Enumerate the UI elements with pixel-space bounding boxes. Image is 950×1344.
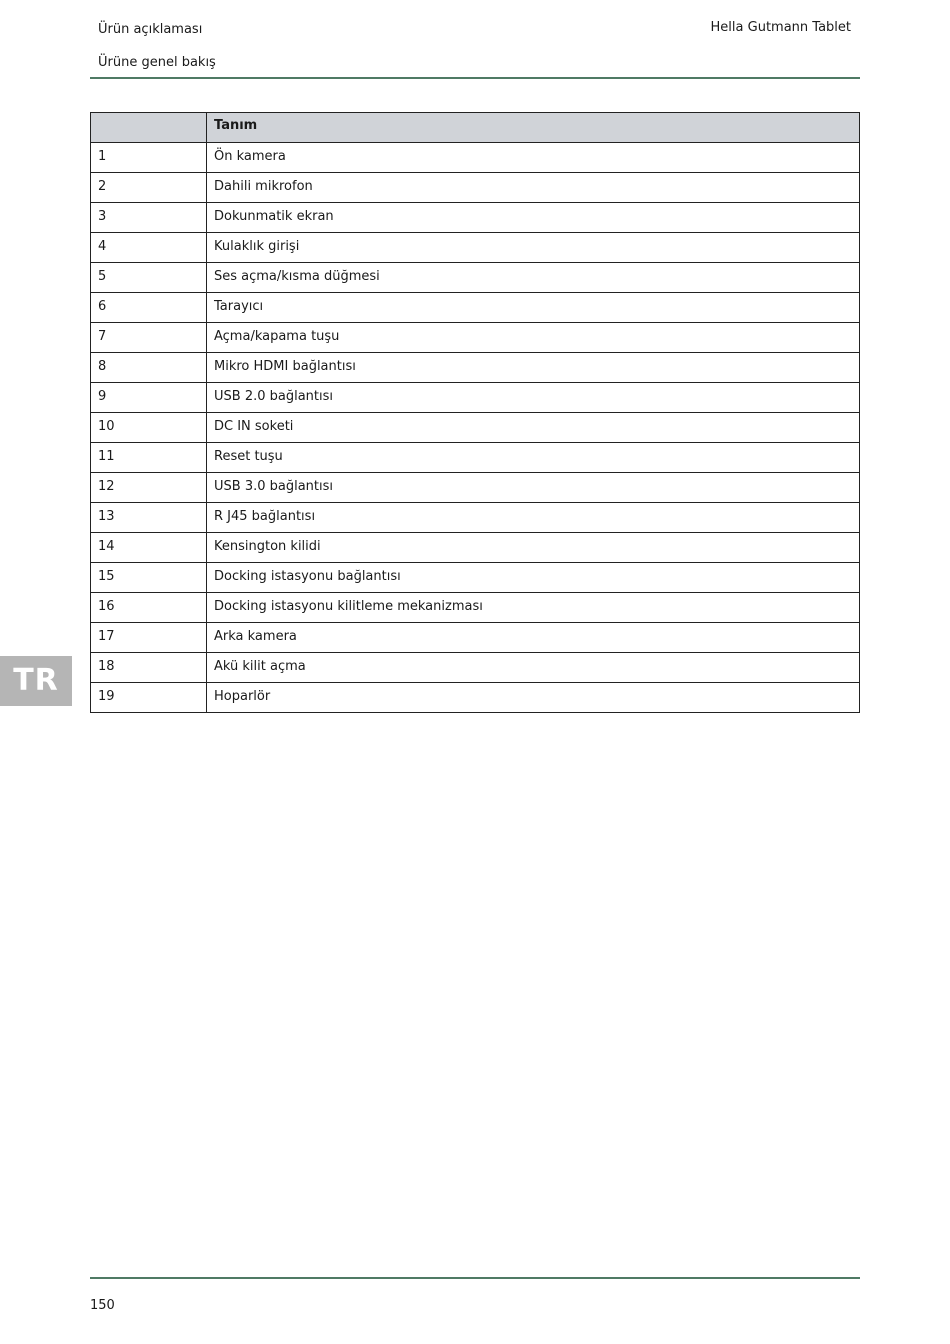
row-description: Açma/kapama tuşu	[207, 323, 860, 353]
row-number: 14	[91, 533, 207, 563]
row-number: 10	[91, 413, 207, 443]
row-number: 4	[91, 233, 207, 263]
product-name: Hella Gutmann Tablet	[710, 20, 851, 35]
row-description: Hoparlör	[207, 683, 860, 713]
product-overview-table	[90, 112, 860, 713]
table-row	[91, 413, 860, 443]
row-number: 5	[91, 263, 207, 293]
table-row	[91, 533, 860, 563]
table-row	[91, 293, 860, 323]
row-description: Akü kilit açma	[207, 653, 860, 683]
row-description: Arka kamera	[207, 623, 860, 653]
table-row	[91, 203, 860, 233]
row-number: 18	[91, 653, 207, 683]
row-description: Ses açma/kısma düğmesi	[207, 263, 860, 293]
row-number: 1	[91, 143, 207, 173]
table-row	[91, 263, 860, 293]
subsection-title: Ürüne genel bakış	[98, 55, 216, 70]
header-rule	[90, 77, 860, 79]
table-row	[91, 443, 860, 473]
row-number: 3	[91, 203, 207, 233]
row-description: Docking istasyonu bağlantısı	[207, 563, 860, 593]
table-row	[91, 683, 860, 713]
row-number: 16	[91, 593, 207, 623]
table-row	[91, 503, 860, 533]
table-row	[91, 473, 860, 503]
row-description: Kulaklık girişi	[207, 233, 860, 263]
footer-rule	[90, 1277, 860, 1279]
row-number: 17	[91, 623, 207, 653]
row-description: USB 3.0 bağlantısı	[207, 473, 860, 503]
row-number: 9	[91, 383, 207, 413]
row-number: 11	[91, 443, 207, 473]
row-number: 12	[91, 473, 207, 503]
row-number: 15	[91, 563, 207, 593]
table-row	[91, 233, 860, 263]
row-description: Ön kamera	[207, 143, 860, 173]
table-row	[91, 563, 860, 593]
section-title: Ürün açıklaması	[98, 22, 203, 37]
row-description: Tarayıcı	[207, 293, 860, 323]
table-row	[91, 653, 860, 683]
table-row	[91, 383, 860, 413]
language-tab: TR	[0, 656, 72, 706]
row-number: 6	[91, 293, 207, 323]
row-description: Dokunmatik ekran	[207, 203, 860, 233]
row-description: Mikro HDMI bağlantısı	[207, 353, 860, 383]
table-row	[91, 593, 860, 623]
row-number: 19	[91, 683, 207, 713]
row-number: 7	[91, 323, 207, 353]
row-description: Kensington kilidi	[207, 533, 860, 563]
row-description: DC IN soketi	[207, 413, 860, 443]
table-row	[91, 623, 860, 653]
row-description: R J45 bağlantısı	[207, 503, 860, 533]
column-header-description: Tanım	[207, 113, 860, 143]
table-row	[91, 173, 860, 203]
table-row	[91, 323, 860, 353]
page-number: 150	[90, 1298, 115, 1313]
row-description: USB 2.0 bağlantısı	[207, 383, 860, 413]
table-row	[91, 353, 860, 383]
row-description: Docking istasyonu kilitleme mekanizması	[207, 593, 860, 623]
row-description: Dahili mikrofon	[207, 173, 860, 203]
column-header-number	[91, 113, 207, 143]
row-number: 2	[91, 173, 207, 203]
row-description: Reset tuşu	[207, 443, 860, 473]
row-number: 8	[91, 353, 207, 383]
table-row	[91, 143, 860, 173]
row-number: 13	[91, 503, 207, 533]
table-header-row	[91, 113, 860, 143]
